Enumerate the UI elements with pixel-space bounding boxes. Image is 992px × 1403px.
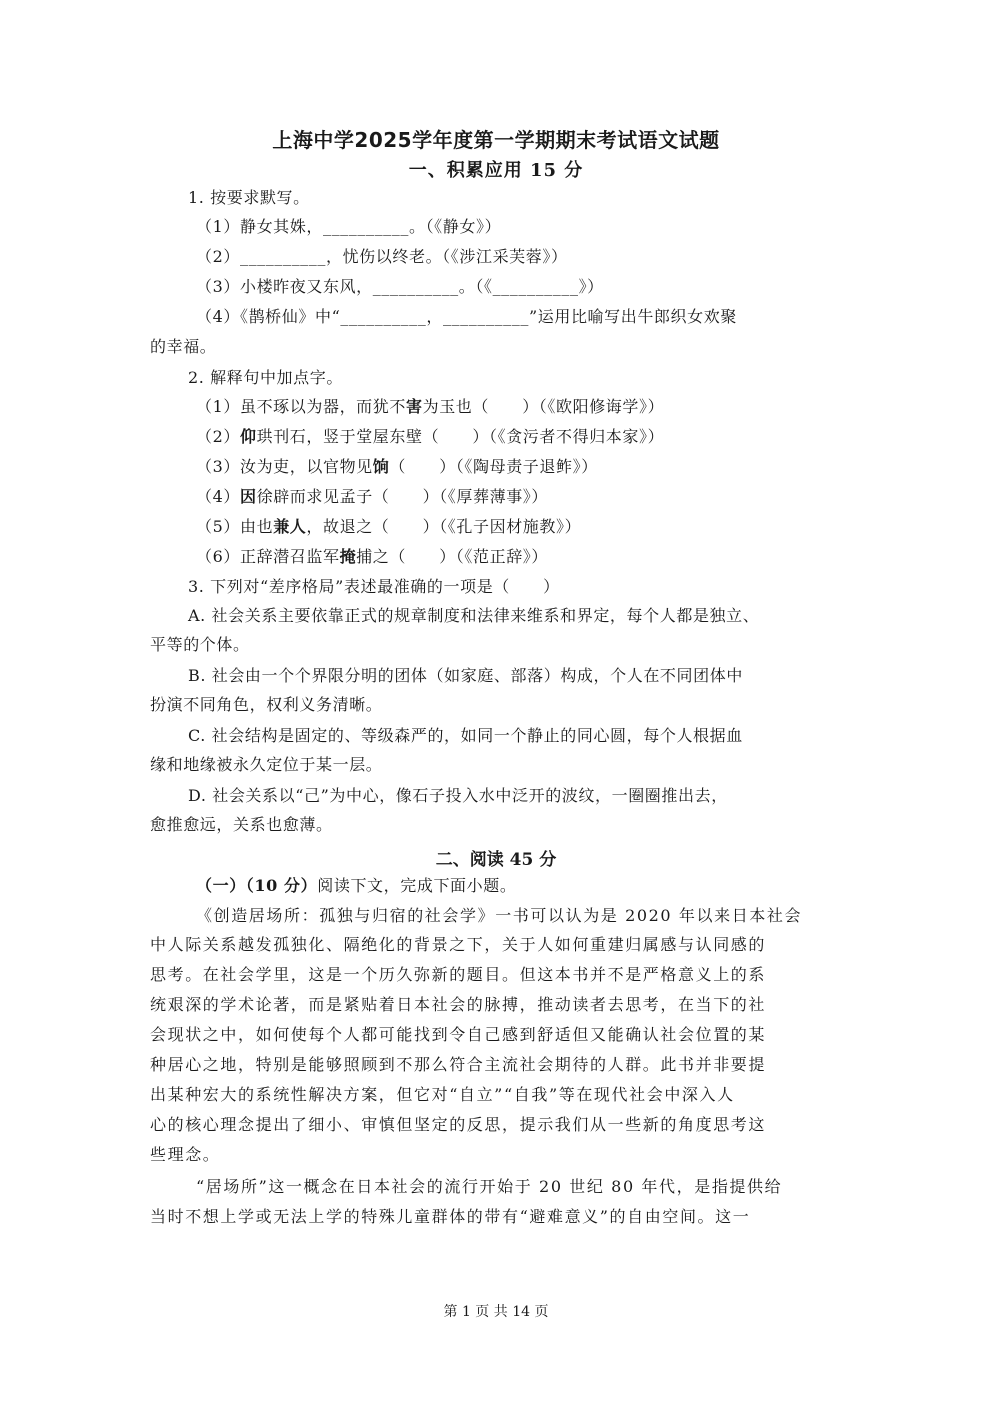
question-2-item: （6）正辞潜召监军掩捕之（ ）（《范正辞》） xyxy=(196,547,549,566)
passage-line: 心的核心理念提出了细小、审慎但坚定的反思，提示我们从一些新的角度思考这 xyxy=(150,1115,767,1134)
question-2-item: （5）由也兼人，故退之（ ）（《孔子因材施教》） xyxy=(196,517,582,536)
reading-part-header: （一）（10 分）阅读下文，完成下面小题。 xyxy=(196,876,517,895)
dotted-character: 掩 xyxy=(339,547,357,566)
question-2-item: （2）仰珙刊石，竖于堂屋东壁（ ）（《贪污者不得归本家》） xyxy=(196,427,665,446)
passage-line: 种居心之地，特别是能够照顾到不那么符合主流社会期待的人群。此书并非要提 xyxy=(150,1055,767,1074)
dotted-character: 害 xyxy=(405,397,423,416)
question-3-stem: 3. 下列对“差序格局”表述最准确的一项是（ ） xyxy=(188,577,560,596)
option-c: C. 社会结构是固定的、等级森严的，如同一个静止的同心圆，每个人根据血 xyxy=(188,726,743,745)
passage-line: “居场所”这一概念在日本社会的流行开始于 20 世纪 80 年代，是指提供给 xyxy=(196,1177,783,1196)
passage-line: 思考。在社会学里，这是一个历久弥新的题目。但这本书并不是严格意义上的系 xyxy=(150,965,767,984)
passage-line: 会现状之中，如何使每个人都可能找到令自己感到舒适但又能确认社会位置的某 xyxy=(150,1025,767,1044)
passage-line: 中人际关系越发孤独化、隔绝化的背景之下，关于人如何重建归属感与认同感的 xyxy=(150,935,767,954)
option-a-continued: 平等的个体。 xyxy=(150,635,250,654)
question-1-item: （4）《鹊桥仙》中“__________，__________”运用比喻写出牛郎织女欢聚 xyxy=(196,307,737,326)
page-title: 上海中学2025学年度第一学期期末考试语文试题 xyxy=(272,128,720,152)
passage-line: 些理念。 xyxy=(150,1145,221,1164)
dotted-character: 仰 xyxy=(239,427,257,446)
option-d: D. 社会关系以“己”为中心，像石子投入水中泛开的波纹，一圈圈推出去， xyxy=(188,786,728,805)
option-d-continued: 愈推愈远，关系也愈薄。 xyxy=(150,815,333,834)
dotted-character: 饷 xyxy=(372,457,390,476)
dotted-character: 兼人 xyxy=(273,517,307,536)
passage-line: 当时不想上学或无法上学的特殊儿童群体的带有“避难意义”的自由空间。这一 xyxy=(150,1207,751,1226)
question-1-stem: 1. 按要求默写。 xyxy=(188,188,310,207)
option-b-continued: 扮演不同角色，权利义务清晰。 xyxy=(150,695,383,714)
section-heading-2: 二、阅读 45 分 xyxy=(435,850,557,870)
question-2-item: （4）因徐辟而求见孟子（ ）（《厚葬薄事》） xyxy=(196,487,548,506)
option-c-continued: 缘和地缘被永久定位于某一层。 xyxy=(150,755,383,774)
section-heading-1: 一、积累应用 15 分 xyxy=(408,160,584,181)
option-b: B. 社会由一个个界限分明的团体（如家庭、部落）构成，个人在不同团体中 xyxy=(188,666,743,685)
question-1-item: （3）小楼昨夜又东风，__________。（《__________》） xyxy=(196,277,604,296)
passage-line: 出某种宏大的系统性解决方案，但它对“自立”“自我”等在现代社会中深入人 xyxy=(150,1085,735,1104)
passage-line: 《创造居场所：孤独与归宿的社会学》一书可以认为是 2020 年以来日本社会 xyxy=(196,906,803,925)
option-a: A. 社会关系主要依靠正式的规章制度和法律来维系和界定，每个人都是独立、 xyxy=(188,606,760,625)
question-1-item: （2）__________，忧伤以终老。（《涉江采芙蓉》） xyxy=(196,247,568,266)
page-number: 第 1 页 共 14 页 xyxy=(443,1304,549,1320)
question-2-item: （3）汝为吏，以官物见饷（ ）（《陶母责子退鲊》） xyxy=(196,457,598,476)
question-2-item: （1）虽不琢以为器，而犹不害为玉也（ ）（《欧阳修诲学》） xyxy=(196,397,665,416)
dotted-character: 因 xyxy=(239,487,257,506)
passage-line: 统艰深的学术论著，而是紧贴着日本社会的脉搏，推动读者去思考，在当下的社 xyxy=(150,995,767,1014)
question-2-stem: 2. 解释句中加点字。 xyxy=(188,368,343,387)
question-1-item-continued: 的幸福。 xyxy=(150,337,217,356)
question-1-item: （1）静女其姝，__________。（《静女》） xyxy=(196,217,502,236)
